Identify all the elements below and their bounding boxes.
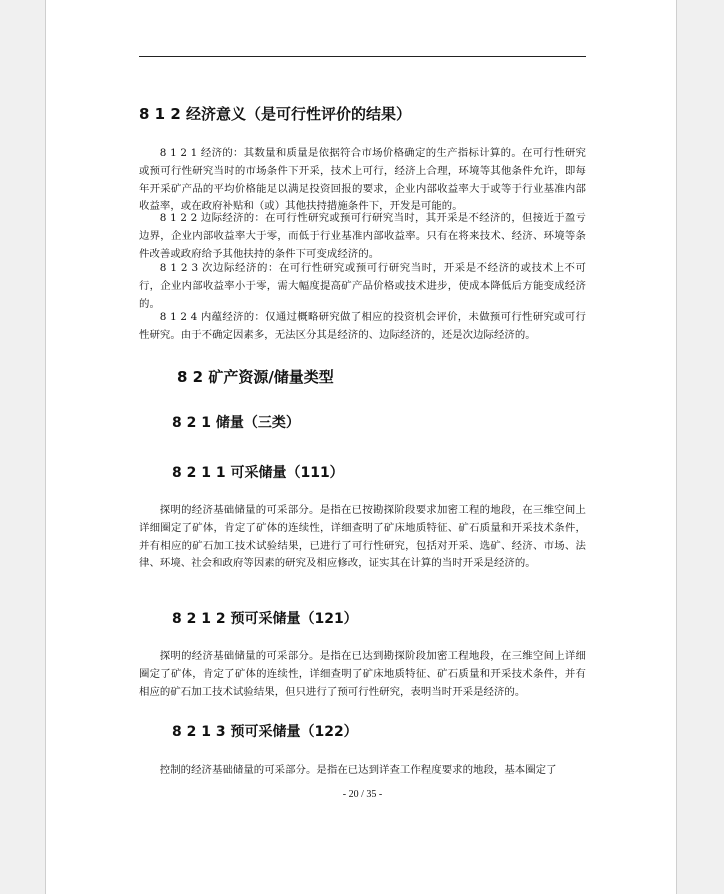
paragraph-8-2-1-2: 探明的经济基础储量的可采部分。是指在已达到勘探阶段加密工程地段，在三维空间上详细圈定了矿体，肯定了矿体的连续性，详细查明了矿床地质特征、矿石质量和开采技术条件，并有相应的矿石加工技术试验结果，但只进行了预可行性研究，表明当时开采是经济的。: [139, 650, 586, 698]
paragraph-8-1-2-1: 8 1 2 1 经济的：其数量和质量是依据符合市场价格确定的生产指标计算的。在可行性研究或预可行性研究当时的市场条件下开采，技术上可行，经济上合理，环境等其他条件允许，即每年开采矿产品的平均价格能足以满足投资回报的要求，企业内部收益率大于或等于行业基准内部收益率，或在政府补贴和（或）其他扶持措施条件下，开发是可能的。: [139, 147, 586, 213]
heading-8-2: 8 2 矿产资源/储量类型: [177, 368, 334, 386]
page-number: - 20 / 35 -: [342, 789, 383, 800]
heading-8-2-1-2: 8 2 1 2 预可采储量（121）: [172, 611, 358, 627]
heading-8-2-1-1: 8 2 1 1 可采储量（111）: [172, 465, 344, 481]
paragraph-8-1-2-3: 8 1 2 3 次边际经济的：在可行性研究或预可行研究当时，开采是不经济的或技术上不可行，企业内部收益率小于零，需大幅度提高矿产品价格或技术进步，使成本降低后方能变成经济的。: [139, 262, 586, 310]
document-page: [45, 0, 677, 894]
heading-8-2-1: 8 2 1 储量（三类）: [172, 415, 300, 431]
heading-8-1-2: 8 1 2 经济意义（是可行性评价的结果）: [139, 105, 411, 123]
paragraph-8-2-1-3: 控制的经济基础储量的可采部分。是指在已达到详查工作程度要求的地段，基本圈定了: [159, 764, 557, 776]
paragraph-8-1-2-2: 8 1 2 2 边际经济的：在可行性研究或预可行研究当时，其开采是不经济的，但接近于盈亏边界，企业内部收益率大于零，而低于行业基准内部收益率。只有在将来技术、经济、环境等条件改善或政府给予其他扶持的条件下可变成经济的。: [139, 212, 586, 260]
paragraph-8-1-2-4: 8 1 2 4 内蕴经济的：仅通过概略研究做了相应的投资机会评价，未做预可行性研究或可行性研究。由于不确定因素多，无法区分其是经济的、边际经济的，还是次边际经济的。: [139, 311, 586, 341]
header-rule: [139, 56, 586, 57]
heading-8-2-1-3: 8 2 1 3 预可采储量（122）: [172, 724, 358, 740]
paragraph-8-2-1-1: 探明的经济基础储量的可采部分。是指在已按勘探阶段要求加密工程的地段，在三维空间上详细圈定了矿体，肯定了矿体的连续性，详细查明了矿床地质特征、矿石质量和开采技术条件，并有相应的矿石加工技术试验结果，已进行了可行性研究，包括对开采、选矿、经济、市场、法律、环境、社会和政府等因素的研究及相应修改，证实其在计算的当时开采是经济的。: [139, 504, 586, 570]
